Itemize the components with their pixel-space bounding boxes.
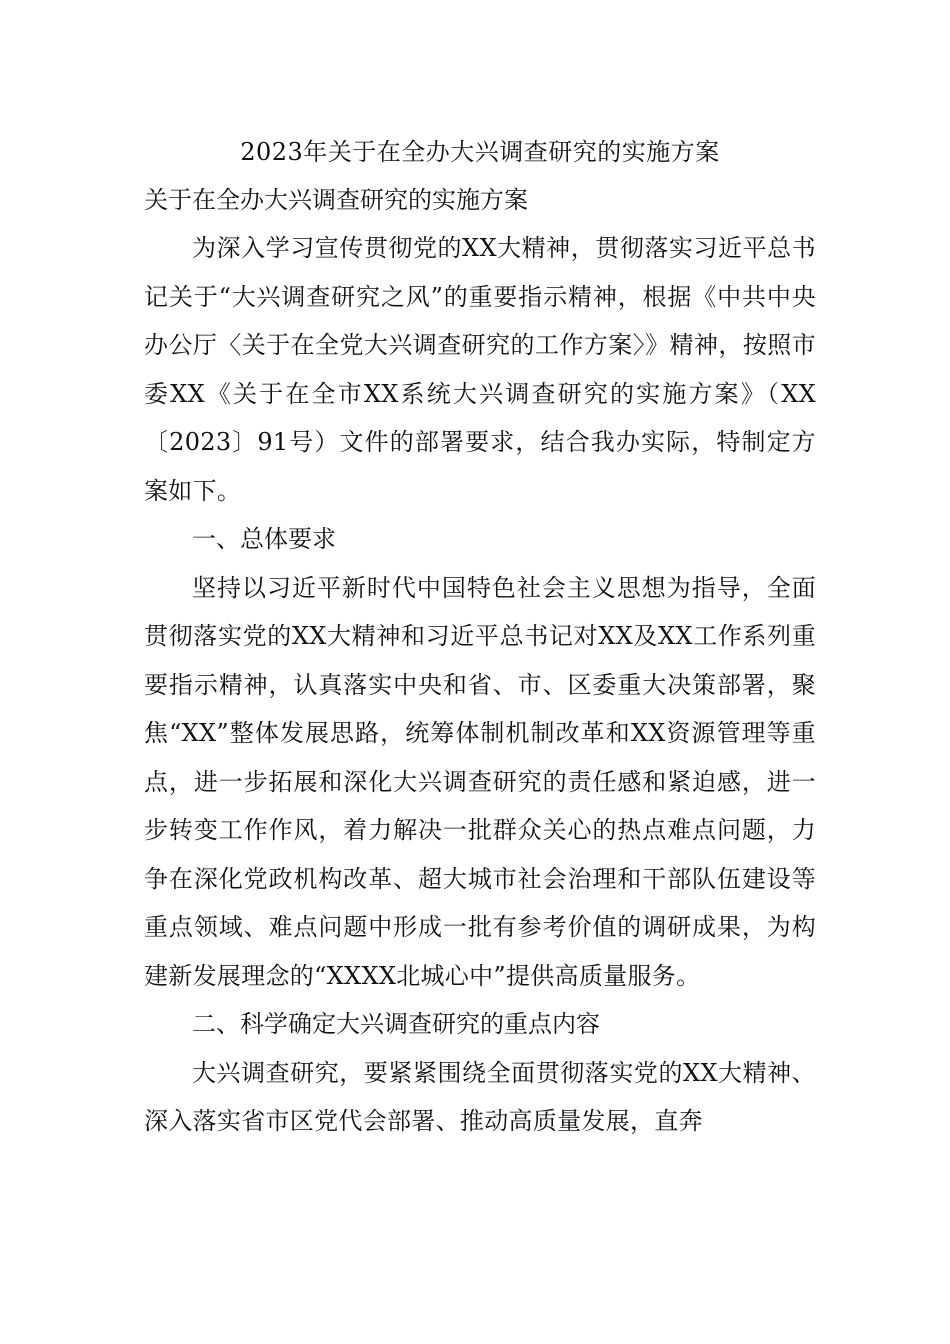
section-heading-general-requirements: 一、总体要求 xyxy=(192,525,336,553)
section-paragraph-key-content: 大兴调查研究，要紧紧围绕全面贯彻落实党的XX大精神、深入落实省市区党代会部署、推动高质量发展，直奔 xyxy=(144,1058,816,1135)
document-subtitle: 关于在全办大兴调查研究的实施方案 xyxy=(144,186,528,214)
intro-paragraph: 为深入学习宣传贯彻党的XX大精神，贯彻落实习近平总书记关于“大兴调查研究之风”的重要指示精神，根据《中共中央办公厅〈关于在全党大兴调查研究的工作方案〉》精神，按照市委XX《关于在全市XX系统大兴调查研究的实施方案》（XX〔2023〕91号）文件的部署要求，结合我办实际，特制定方案如下。 xyxy=(144,234,816,505)
document-body xyxy=(144,128,816,1146)
section-paragraph-general-requirements: 坚持以习近平新时代中国特色社会主义思想为指导，全面贯彻落实党的XX大精神和习近平总书记对XX及XX工作系列重要指示精神，认真落实中央和省、市、区委重大决策部署，聚焦“XX”整体发展思路，统筹体制机制改革和XX资源管理等重点，进一步拓展和深化大兴调查研究的责任感和紧迫感，进一步转变工作作风，着力解决一批群众关心的热点难点问题，力争在深化党政机构改革、超大城市社会治理和干部队伍建设等重点领域、难点问题中形成一批有参考价值的调研成果，为构建新发展理念的“XXXX北城心中”提供高质量服务。 xyxy=(144,573,816,990)
section-heading-key-content: 二、科学确定大兴调查研究的重点内容 xyxy=(192,1010,600,1038)
document-title: 2023年关于在全办大兴调查研究的实施方案 xyxy=(240,138,720,166)
